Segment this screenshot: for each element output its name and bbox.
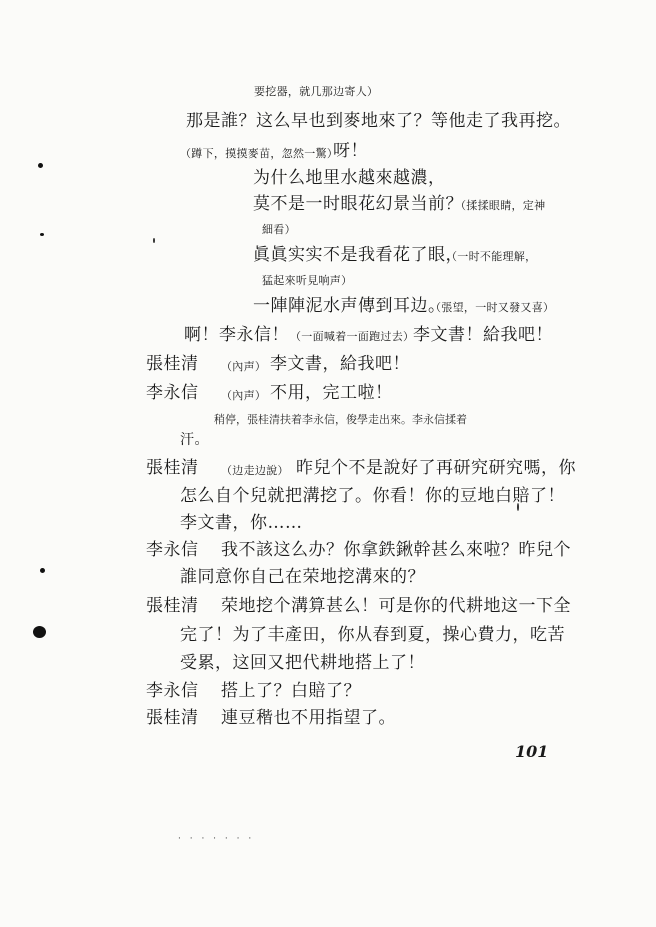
speaker-name: 李永信: [146, 383, 199, 403]
dialogue-line: 完了！为了丰產田，你从春到夏，操心費力，吃苦: [180, 625, 565, 645]
speaker-name: 李永信: [146, 681, 199, 701]
verse-line: 眞眞实实不是我看花了眼，: [253, 245, 463, 265]
speck: [153, 238, 155, 243]
verse-line: 为什么地里水越來越濃，: [253, 168, 446, 188]
margin-dot: [40, 568, 45, 573]
speaker-name: 張桂清: [146, 708, 199, 728]
verse-line: 一陣陣泥水声傳到耳边。: [253, 296, 446, 316]
dialogue-line: 搭上了？白賠了？: [221, 681, 361, 701]
stage-direction: 猛起來听見响声）: [262, 274, 353, 287]
dialogue-line: 呀！: [333, 141, 368, 161]
speaker-name: 李永信: [146, 540, 199, 560]
stage-direction: 要挖器，就几那边寄人）: [254, 85, 379, 98]
dialogue-line: 李文書！給我吧！: [413, 325, 553, 345]
margin-dot: [38, 163, 43, 168]
stage-direction: （張望，一时又發又喜）: [430, 301, 555, 314]
dialogue-line: 連豆稭也不用指望了。: [221, 708, 396, 728]
stage-direction: （揉揉眼睛，定神: [455, 199, 546, 212]
stage-direction: （一面喊着一面跑过去）: [290, 330, 415, 343]
dialogue-line: 不用，完工啦！: [270, 383, 393, 403]
dialogue-line: 受累，这回又把代耕地搭上了！: [180, 653, 425, 673]
dialogue-line: 誰同意你自己在荣地挖溝來的？: [180, 567, 425, 587]
dialogue-line: 我不該这么办？你拿鉄鍬幹甚么來啦？昨兒个: [221, 540, 571, 560]
verse-line: 莫不是一时眼花幻景当前？: [253, 194, 463, 214]
page-number: 101: [515, 742, 549, 761]
stage-direction: （蹲下，摸摸麥苗，忽然一驚）: [180, 147, 339, 160]
stage-direction: 稍停，張桂清扶着李永信，俊學走出來。李永信揉着: [214, 413, 467, 426]
dialogue-line: 李文書，你……: [180, 513, 303, 533]
dialogue-line: 昨兒个不是說好了再研究研究嗎，你: [296, 458, 576, 478]
margin-dot: [40, 233, 44, 236]
stage-direction: （內声）: [221, 360, 267, 373]
dialogue-line: 怎么自个兒就把溝挖了。你看！你的豆地白賠了！: [180, 486, 565, 506]
stage-direction: （一时不能理解，: [446, 250, 537, 263]
stage-direction: （內声）: [221, 389, 267, 402]
dialogue-line: 啊！李永信！: [184, 325, 289, 345]
speaker-name: 張桂清: [146, 354, 199, 374]
dialogue-line: 荣地挖个溝算甚么！可是你的代耕地这一下全: [221, 596, 571, 616]
stage-direction: 細看）: [262, 223, 296, 236]
speaker-name: 張桂清: [146, 596, 199, 616]
margin-blot: [33, 626, 46, 638]
footer-marks: · · · · · · ·: [178, 834, 255, 844]
stage-direction: （边走边說）: [221, 464, 289, 477]
speaker-name: 張桂清: [146, 458, 199, 478]
stage-direction: 汗。: [180, 432, 209, 448]
dialogue-line: 李文書，給我吧！: [270, 354, 410, 374]
dialogue-line: 那是誰？这么早也到麥地來了？等他走了我再挖。: [186, 111, 571, 131]
